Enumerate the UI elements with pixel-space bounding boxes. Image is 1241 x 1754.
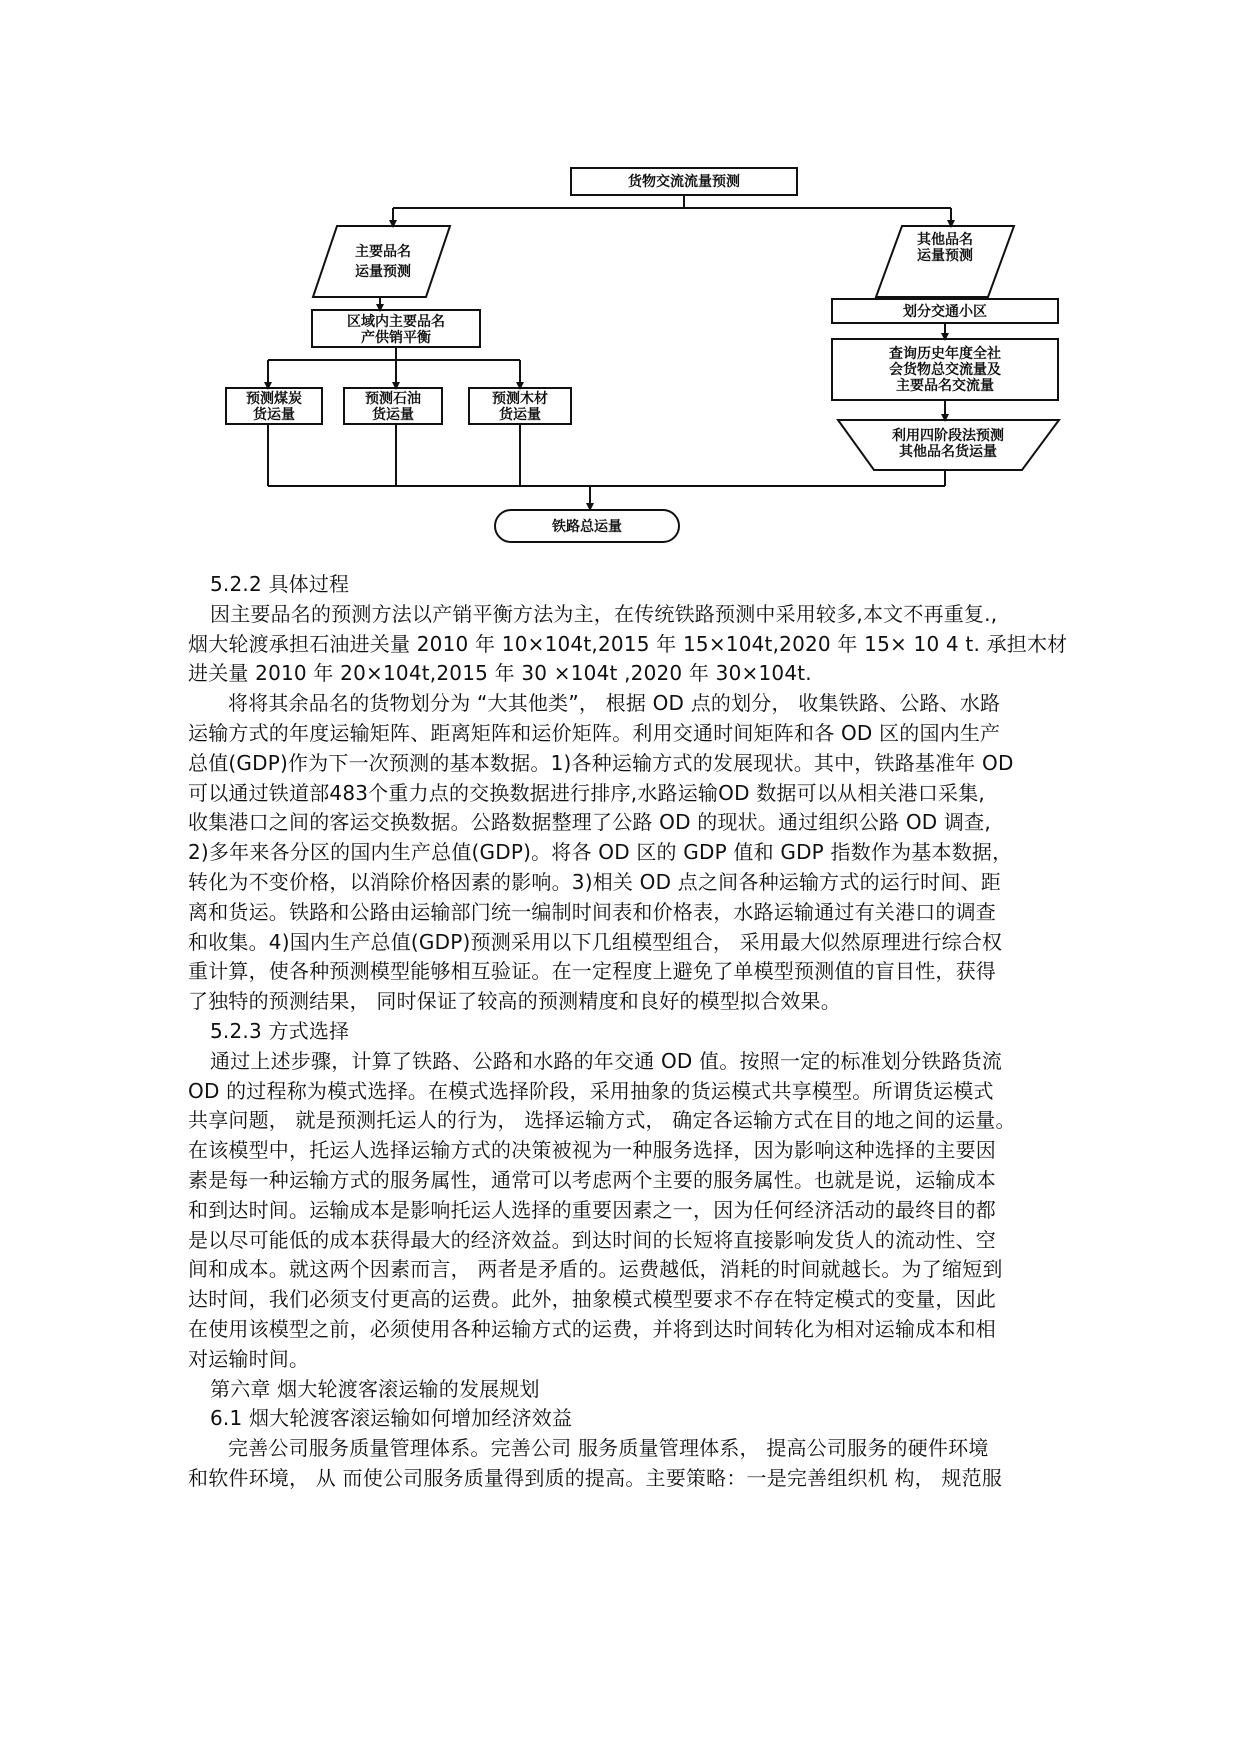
history-line1: 查询历史年度全社 [889, 346, 1001, 362]
oil-line1: 预测石油 [365, 391, 421, 407]
heading-5-2-2: 5.2.2 具体过程 [210, 572, 350, 596]
coal-line1: 预测煤炭 [246, 391, 302, 407]
four-stage-line2: 其他品名货运量 [899, 444, 997, 460]
text-line: 进关量 2010 年 20×104t,2015 年 30 ×104t ,2020 年 30×104t. [188, 661, 812, 686]
text-line: OD 的过程称为模式选择。在模式选择阶段，采用抽象的货运模式共享模型。所谓货运模式 [188, 1078, 994, 1103]
text-line: 间和成本。就这两个因素而言， 两者是矛盾的。运费越低，消耗的时间就越长。为了缩短到 [188, 1257, 1003, 1282]
text-line: 可以通过铁道部483个重力点的交换数据进行排序,水路运输OD 数据可以从相关港口采集, [188, 780, 985, 805]
flowchart [0, 0, 1241, 560]
zones-label: 划分交通小区 [903, 304, 987, 320]
text-line: 重计算，使各种预测模型能够相互验证。在一定程度上避免了单模型预测值的盲目性，获得 [188, 959, 996, 984]
heading-5-2-3: 5.2.3 方式选择 [210, 1018, 350, 1043]
text-line: 共享问题， 就是预测托运人的行为， 选择运输方式， 确定各运输方式在目的地之间的运量。 [188, 1108, 1016, 1133]
top-label: 货物交流流量预测 [628, 174, 740, 190]
text-line: 和到达时间。运输成本是影响托运人选择的重要因素之一，因为任何经济活动的最终目的都 [188, 1197, 996, 1222]
history-line3: 主要品名交流量 [896, 378, 994, 394]
text-line: 了独特的预测结果， 同时保证了较高的预测精度和良好的模型拟合效果。 [188, 989, 841, 1014]
text-line: 达时间，我们必须支付更高的运费。此外，抽象模式模型要求不存在特定模式的变量，因此 [188, 1287, 996, 1312]
text-line: 将将其余品名的货物划分为 “大其他类”， 根据 OD 点的划分， 收集铁路、公路、水路 [228, 691, 1001, 716]
main-items-line1: 主要品名 [355, 244, 411, 260]
body-text [188, 570, 1068, 1494]
coal-line2: 货运量 [253, 407, 295, 423]
wood-line1: 预测木材 [492, 391, 548, 407]
text-line: 收集港口之间的客运交换数据。公路数据整理了公路 OD 的现状。通过组织公路 OD 调查, [188, 810, 991, 835]
text-line: 对运输时间。 [188, 1346, 310, 1371]
text-line: 离和货运。铁路和公路由运输部门统一编制时间表和价格表，水路运输通过有关港口的调查 [188, 899, 996, 924]
text-line: 素是每一种运输方式的服务属性，通常可以考虑两个主要的服务属性。也就是说，运输成本 [188, 1167, 996, 1192]
chapter-6-heading: 第六章 烟大轮渡客滚运输的发展规划 [210, 1376, 540, 1401]
text-line: 在使用该模型之前，必须使用各种运输方式的运费，并将到达时间转化为相对运输成本和相 [188, 1316, 996, 1341]
box-main-items [313, 226, 450, 297]
text-line: 烟大轮渡承担石油进关量 2010 年 10×104t,2015 年 15×104t,2020 年 15× 10 4 t. 承担木材 [188, 631, 1068, 656]
four-stage-line1: 利用四阶段法预测 [892, 428, 1004, 444]
text-line: 通过上述步骤，计算了铁路、公路和水路的年交通 OD 值。按照一定的标准划分铁路货流 [210, 1048, 1003, 1073]
text-line: 是以尽可能低的成本获得最大的经济效益。到达时间的长短将直接影响发货人的流动性、空 [188, 1227, 996, 1252]
region-balance-line1: 区域内主要品名 [347, 314, 445, 330]
text-line: 和收集。4)国内生产总值(GDP)预测采用以下几组模型组合， 采用最大似然原理进行综合权 [188, 929, 1003, 954]
text-line: 2)多年来各分区的国内生产总值(GDP)。将各 OD 区的 GDP 值和 GDP 指数作为基本数据， [188, 840, 1013, 865]
oil-line2: 货运量 [372, 407, 414, 423]
text-line: 总值(GDP)作为下一次预测的基本数据。1)各种运输方式的发展现状。其中，铁路基准年 OD [188, 750, 1014, 775]
other-items-line2: 运量预测 [917, 248, 973, 264]
other-items-line1: 其他品名 [917, 232, 973, 248]
region-balance-line2: 产供销平衡 [361, 330, 431, 346]
text-line: 完善公司服务质量管理体系。完善公司 服务质量管理体系， 提高公司服务的硬件环境 [228, 1436, 989, 1461]
flowchart-svg [0, 0, 1241, 560]
rail-total-label: 铁路总运量 [552, 519, 622, 535]
text-line: 和软件环境， 从 而使公司服务质量得到质的提高。主要策略：一是完善组织机 构， 规范服 [188, 1465, 1003, 1490]
text-line: 因主要品名的预测方法以产销平衡方法为主，在传统铁路预测中采用较多,本文不再重复., [210, 601, 998, 626]
text-line: 在该模型中，托运人选择运输方式的决策被视为一种服务选择，因为影响这种选择的主要因 [188, 1138, 996, 1163]
text-line: 运输方式的年度运输矩阵、距离矩阵和运价矩阵。利用交通时间矩阵和各 OD 区的国内生产 [188, 720, 1001, 745]
text-line: 转化为不变价格，以消除价格因素的影响。3)相关 OD 点之间各种运输方式的运行时间、距 [188, 869, 1001, 894]
wood-line2: 货运量 [499, 407, 541, 423]
main-items-line2: 运量预测 [355, 264, 411, 280]
history-line2: 会货物总交流量及 [889, 362, 1001, 378]
heading-6-1: 6.1 烟大轮渡客滚运输如何增加经济效益 [210, 1406, 573, 1431]
